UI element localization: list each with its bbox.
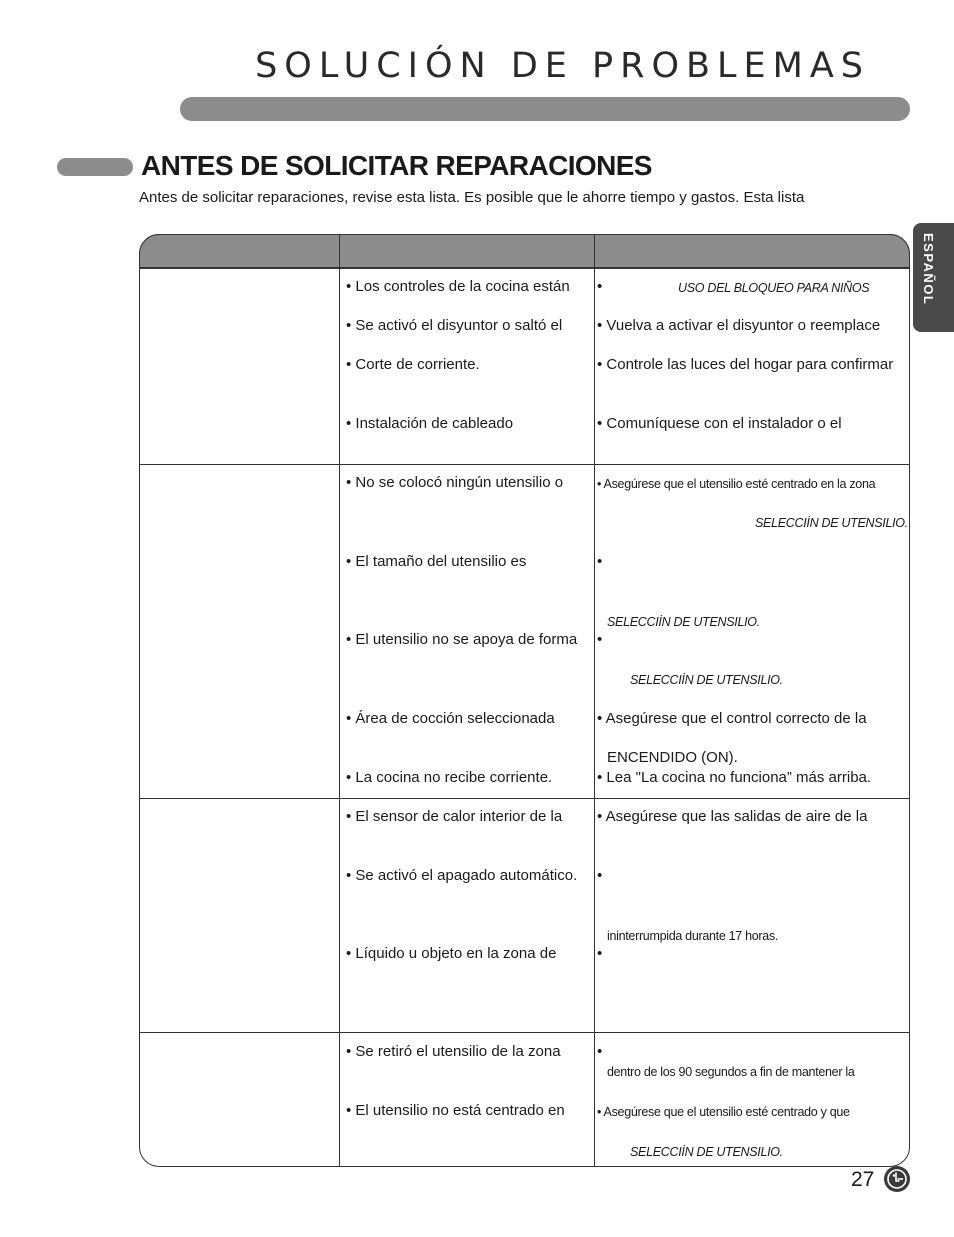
cause-item: • Corte de corriente. xyxy=(346,356,480,373)
solution-item: ininterrumpida durante 17 horas. xyxy=(607,929,779,943)
cause-item: • Instalación de cableado xyxy=(346,415,514,432)
cause-item: • Se activó el disyuntor o saltó el xyxy=(346,317,563,334)
title-bar xyxy=(180,97,910,121)
solution-item: dentro de los 90 segundos a fin de mantener la xyxy=(607,1065,855,1079)
solution-item: • Vuelva a activar el disyuntor o reemplace xyxy=(597,317,881,334)
section-pill xyxy=(57,158,133,176)
solution-item: • Comuníquese con el instalador o el xyxy=(597,415,842,432)
row-divider xyxy=(139,464,910,465)
cause-item: • El tamaño del utensilio es xyxy=(346,553,527,570)
solution-bullet: • xyxy=(597,278,603,295)
solution-item: • Asegúrese que el control correcto de la xyxy=(597,710,867,727)
solution-bullet: • xyxy=(597,631,603,648)
solution-item: • Asegúrese que el utensilio esté centrado en la zona xyxy=(597,477,876,491)
cause-item: • Área de cocción seleccionada xyxy=(346,710,555,727)
cause-item: • El utensilio no está centrado en xyxy=(346,1102,565,1119)
cause-item: • Líquido u objeto en la zona de xyxy=(346,945,557,962)
intro-text: Antes de solicitar reparaciones, revise esta lista. Es posible que le ahorre tiempo y gastos. Esta lista xyxy=(139,189,805,206)
cause-item: • La cocina no recibe corriente. xyxy=(346,769,553,786)
column-divider xyxy=(594,234,595,1167)
solution-bullet: • xyxy=(597,1043,603,1060)
solution-reference: SELECCIİN DE UTENSILIO. xyxy=(630,1145,783,1159)
row-divider xyxy=(139,798,910,799)
solution-reference: USO DEL BLOQUEO PARA NIÑOS xyxy=(678,281,870,295)
cause-item: • Los controles de la cocina están xyxy=(346,278,570,295)
cause-item: • Se activó el apagado automático. xyxy=(346,867,578,884)
page-number: 27 xyxy=(851,1168,875,1191)
solution-item: • Lea "La cocina no funciona” más arriba. xyxy=(597,769,872,786)
solution-bullet: • xyxy=(597,945,603,962)
cause-item: • El sensor de calor interior de la xyxy=(346,808,563,825)
lg-logo-icon xyxy=(884,1166,910,1192)
row-divider xyxy=(139,1032,910,1033)
cause-item: • Se retiró el utensilio de la zona xyxy=(346,1043,561,1060)
solution-reference: SELECCIİN DE UTENSILIO. xyxy=(755,516,908,530)
language-tab xyxy=(913,223,954,332)
page-title: SOLUCIÓN DE PROBLEMAS xyxy=(255,46,870,86)
section-heading: ANTES DE SOLICITAR REPARACIONES xyxy=(141,150,652,181)
solution-bullet: • xyxy=(597,553,603,570)
table-header-row xyxy=(139,234,910,268)
row-divider xyxy=(139,268,910,269)
cause-item: • El utensilio no se apoya de forma xyxy=(346,631,578,648)
solution-bullet: • xyxy=(597,867,603,884)
solution-item: • Asegúrese que el utensilio esté centrado y que xyxy=(597,1105,850,1119)
solution-item: • Controle las luces del hogar para confirmar xyxy=(597,356,894,373)
solution-reference: SELECCIİN DE UTENSILIO. xyxy=(607,615,760,629)
cause-item: • No se colocó ningún utensilio o xyxy=(346,474,564,491)
solution-reference: SELECCIİN DE UTENSILIO. xyxy=(630,673,783,687)
language-tab-label: ESPAÑOL xyxy=(921,233,936,306)
column-divider xyxy=(339,234,340,1167)
solution-item: • Asegúrese que las salidas de aire de la xyxy=(597,808,868,825)
solution-item: ENCENDIDO (ON). xyxy=(607,749,738,766)
